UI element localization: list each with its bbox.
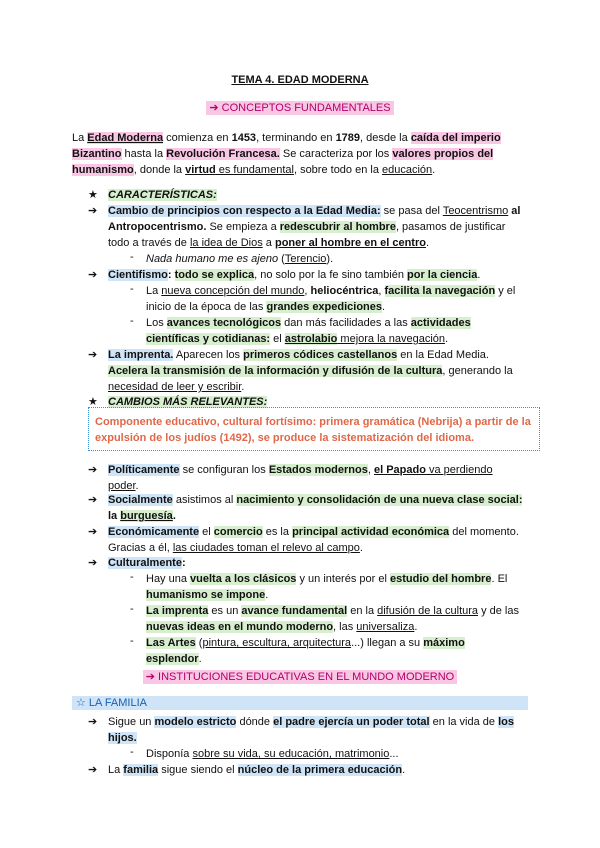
dash-bullet: - <box>130 635 134 647</box>
page-title: TEMA 4. EDAD MODERNA <box>231 74 369 86</box>
intro-line-3: humanismo, donde la virtud es fundamental, sobre todo en la educación. <box>72 164 436 176</box>
list-item: Socialmente asistimos al nacimiento y consolidación de una nueva clase social: <box>108 494 523 506</box>
sub-item-cont: científicas y cotidianas: el astrolabio mejora la navegación. <box>146 333 449 345</box>
intro-line-1: La Edad Moderna comienza en 1453, terminando en 1789, desde la caída del imperio <box>72 132 501 144</box>
list-item-cont: necesidad de leer y escribir. <box>108 381 245 393</box>
list-item: La familia sigue siendo el núcleo de la primera educación. <box>108 764 406 776</box>
list-item: Económicamente el comercio es la principal actividad económica del momento. <box>108 526 519 538</box>
dash-bullet: - <box>130 603 134 615</box>
dash-bullet: - <box>130 283 134 295</box>
arrow-bullet-icon: ➔ <box>88 526 98 538</box>
arrow-bullet-icon: ➔ <box>88 205 98 217</box>
arrow-bullet-icon: ➔ <box>88 764 98 776</box>
list-item: Cientifismo: todo se explica, no solo por la fe sino también por la ciencia. <box>108 269 481 281</box>
arrow-bullet-icon: ➔ <box>88 494 98 506</box>
list-item: Culturalmente: <box>108 557 186 569</box>
callout-text: Componente educativo, cultural fortísimo: primera gramática (Nebrija) a partir de la expulsión de los judíos (1492), se produce la sistematización del idioma. <box>95 416 531 444</box>
familia-heading: ☆ LA FAMILIA <box>72 696 528 710</box>
intro-line-2: Bizantino hasta la Revolución Francesa. Se caracteriza por los valores propios del <box>72 148 494 160</box>
dash-bullet: - <box>130 571 134 583</box>
list-item-cont: Antropocentrismo. Se empieza a redescubrir al hombre, pasamos de justificar <box>108 221 506 233</box>
caracteristicas-heading: CARACTERÍSTICAS: <box>108 189 217 201</box>
list-item-cont: poder. <box>108 480 139 492</box>
sub-item: Los avances tecnológicos dan más facilidades a las actividades <box>146 317 471 329</box>
section-heading-conceptos: ➔ CONCEPTOS FUNDAMENTALES <box>0 101 600 114</box>
list-item-cont: hijos. <box>108 732 137 744</box>
dash-bullet: - <box>130 251 134 263</box>
sub-item: Hay una vuelta a los clásicos y un interés por el estudio del hombre. El <box>146 573 508 585</box>
star-bullet-icon: ★ <box>88 396 98 408</box>
list-item-cont: Gracias a él, las ciudades toman el relevo al campo. <box>108 542 363 554</box>
sub-item-cont: inicio de la época de las grandes expediciones. <box>146 301 386 313</box>
section-heading-instituciones: ➔ INSTITUCIONES EDUCATIVAS EN EL MUNDO MODERNO <box>0 670 600 683</box>
sub-item: Las Artes (pintura, escultura, arquitectura...) llegan a su máximo <box>146 637 465 649</box>
list-item: Sigue un modelo estricto dónde el padre ejercía un poder total en la vida de los <box>108 716 514 728</box>
sub-item-cont: nuevas ideas en el mundo moderno, las universaliza. <box>146 621 418 633</box>
arrow-bullet-icon: ➔ <box>88 464 98 476</box>
sub-item-cont: esplendor. <box>146 653 202 665</box>
list-item: La imprenta. Aparecen los primeros códices castellanos en la Edad Media. <box>108 349 489 361</box>
arrow-bullet-icon: ➔ <box>88 557 98 569</box>
sub-item: La imprenta es un avance fundamental en la difusión de la cultura y de las <box>146 605 519 617</box>
list-item-cont: Acelera la transmisión de la información y difusión de la cultura, generando la <box>108 365 513 377</box>
arrow-bullet-icon: ➔ <box>88 349 98 361</box>
arrow-bullet-icon: ➔ <box>88 269 98 281</box>
sub-item-cont: humanismo se impone. <box>146 589 269 601</box>
list-item: Políticamente se configuran los Estados modernos, el Papado va perdiendo <box>108 464 493 476</box>
arrow-bullet-icon: ➔ <box>88 716 98 728</box>
list-item-cont: la burguesía. <box>108 510 176 522</box>
dash-bullet: - <box>130 315 134 327</box>
star-bullet-icon: ★ <box>88 189 98 201</box>
list-item: Cambio de principios con respecto a la Edad Media: se pasa del Teocentrismo al <box>108 205 521 217</box>
sub-item: Disponía sobre su vida, su educación, matrimonio... <box>146 748 399 760</box>
sub-item: La nueva concepción del mundo, heliocéntrica, facilita la navegación y el <box>146 285 516 297</box>
callout-box <box>88 407 540 451</box>
sub-item: Nada humano me es ajeno (Terencio). <box>146 253 334 265</box>
cambios-heading: CAMBIOS MÁS RELEVANTES: <box>108 396 268 408</box>
dash-bullet: - <box>130 746 134 758</box>
list-item-cont: todo a través de la idea de Dios a poner al hombre en el centro. <box>108 237 430 249</box>
